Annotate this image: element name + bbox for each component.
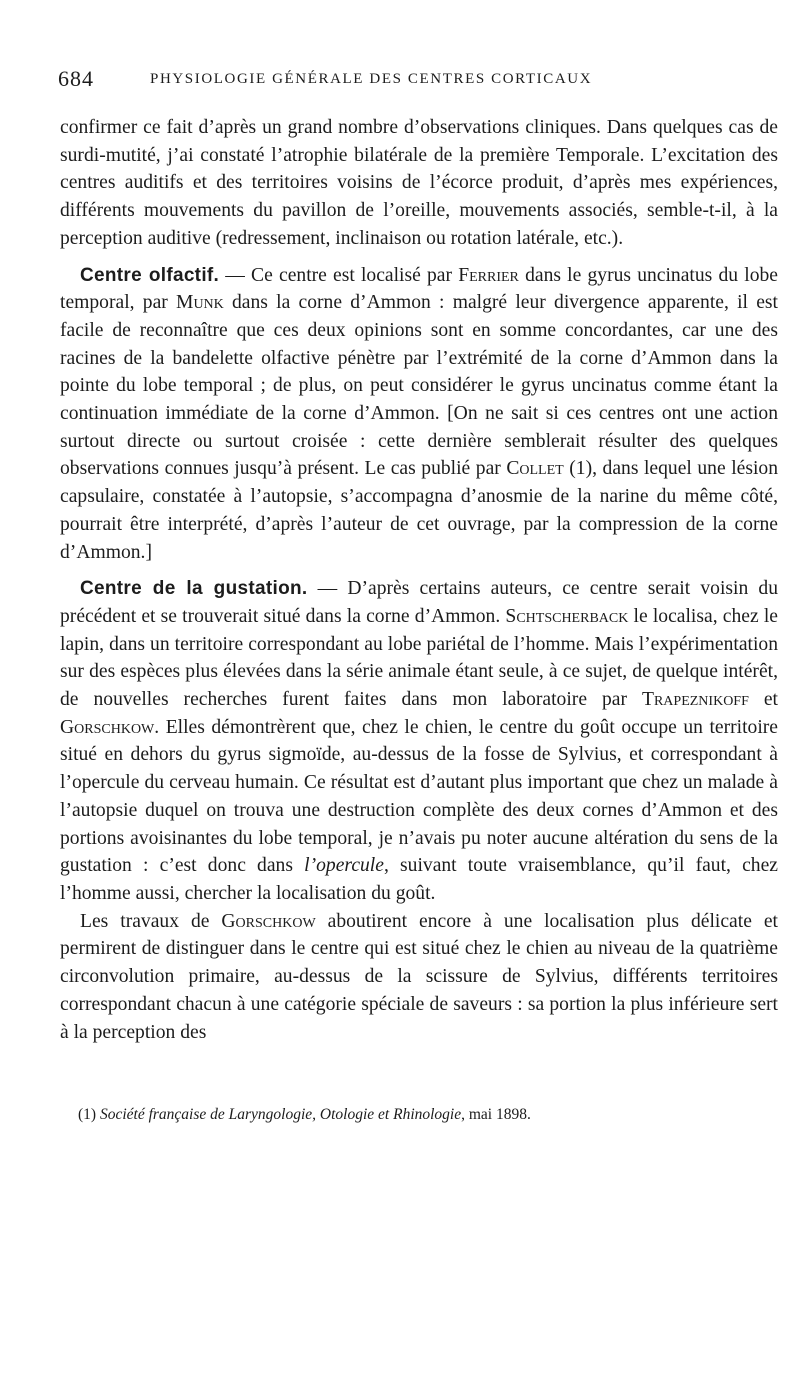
body-text [60,114,778,1046]
author-name: Ferrier [458,264,519,286]
paragraph-travaux-gorschkow: Les travaux de Gorschkow aboutirent encore à une localisation plus délicate et permirent de distinguer dans le centre qui est situé chez le chien au niveau de la quatrième circonvolution primaire, au-dessus de la scissure de Sylvius, différents territoires correspondant chacun à une catégorie spéciale de saveurs : sa portion la plus inférieure sert à la perception des [60,910,778,1043]
paragraph-centre-gustation: Centre de la gustation. — D’après certains auteurs, ce centre serait voisin du précédent et se trouverait situé dans la corne d’Ammon. Schtscherback le localisa, chez le lapin, dans un territoire correspondant au lobe pariétal de l’homme. Mais l’expérimentation sur des espèces plus élevées dans la série animale étant seule, à ce sujet, de quelque intérêt, de nouvelles recherches furent faites dans mon laboratoire par Trapeznikoff et Gorschkow. Elles démontrèrent que, chez le chien, le centre du goût occupe un territoire situé en dehors du gyrus sigmoïde, au-dessus de la fosse de Sylvius, et correspondant à l’opercule du cerveau humain. Ce résultat est d’autant plus important que chez un malade à l’autopsie duquel on trouva une destruction complète des deux cornes d’Ammon et des portions avoisinantes du lobe temporal, je n’avais pu noter aucune altération du sens de la gustation : c’est donc dans l’opercule, suivant toute vraisemblance, qu’il faut, chez l’homme aussi, chercher la localisation du goût. [60,578,778,904]
author-name: Trapeznikoff [642,689,749,711]
author-name: Gorschkow [221,910,316,932]
author-name: Collet [506,458,564,480]
footnote-date: , mai 1898. [461,1106,531,1123]
footnote-mark: (1) [78,1106,100,1123]
author-name: Schtscherback [505,605,629,627]
page-header [58,66,768,96]
footnote-journal: Société française de Laryngologie, Otologie et Rhinologie [99,1106,462,1123]
author-name: Gorschkow [60,716,155,738]
section-heading-olfactif: Centre olfactif. [80,264,220,286]
footnote [78,1104,778,1126]
author-name: Munk [176,292,224,314]
paragraph-centre-olfactif: Centre olfactif. — Ce centre est localisé par Ferrier dans le gyrus uncinatus du lobe temporal, par Munk dans la corne d’Ammon : malgré leur divergence apparente, il est facile de reconnaître que ces deux opinions sont en somme concordantes, car une des racines de la bandelette olfactive pénètre par l’extrémité de la corne d’Ammon dans la pointe du lobe temporal ; de plus, on peut considérer le gyrus uncinatus comme étant la continuation immédiate de la corne d’Ammon. [On ne sait si ces centres ont une action surtout directe ou surtout croisée : cette dernière semblerait résulter des quelques observations connues jusqu’à présent. Le cas publié par Collet (1), dans lequel une lésion capsulaire, constatée à l’autopsie, s’accompagna d’anosmie de la narine du même côté, pourrait être interprété, d’après l’auteur de cet ouvrage, par la compression de la corne d’Ammon.] [60,264,778,563]
paragraph-auditory-continuation: confirmer ce fait d’après un grand nombre d’observations cliniques. Dans quelques cas de surdi-mutité, j’ai constaté l’atrophie bilatérale de la première Temporale. L’excitation des centres auditifs et des territoires voisins de l’écorce produit, d’après mes expériences, différents mouvements du pavillon de l’oreille, mouvements associés, semble-t-il, à la perception auditive (redressement, inclinaison ou rotation latérale, etc.). [60,117,778,249]
page-number: 684 [58,66,94,91]
section-heading-gustation: Centre de la gustation. [80,578,308,600]
running-head: PHYSIOLOGIE GÉNÉRALE DES CENTRES CORTICAUX [150,71,593,87]
italic-term: l’opercule [304,855,384,877]
